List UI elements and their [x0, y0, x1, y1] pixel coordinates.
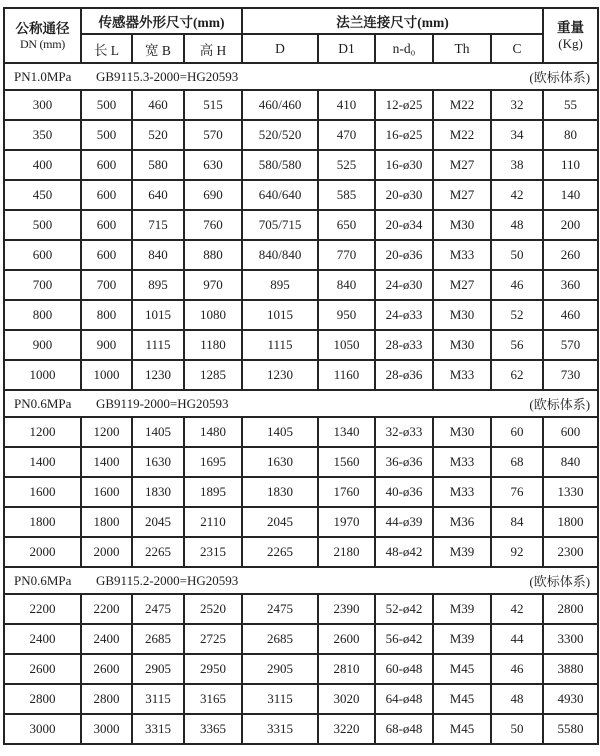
table-cell: 2315 — [184, 537, 242, 567]
table-cell: 800 — [81, 300, 132, 330]
table-cell: 1830 — [242, 477, 318, 507]
table-cell: M33 — [433, 360, 491, 390]
table-cell: 50 — [491, 240, 543, 270]
table-cell: M22 — [433, 120, 491, 150]
table-cell: 1080 — [184, 300, 242, 330]
header-d: D — [242, 34, 318, 63]
table-cell: 1895 — [184, 477, 242, 507]
section-header-cell — [4, 390, 598, 417]
table-cell: M39 — [433, 594, 491, 624]
table-cell: 110 — [543, 150, 598, 180]
table-cell: 2000 — [81, 537, 132, 567]
section-note-label: (欧标体系) — [529, 397, 591, 412]
table-cell: 1405 — [132, 417, 184, 447]
table-cell: 1600 — [4, 477, 81, 507]
header-c: C — [491, 34, 543, 63]
flange-dimension-table — [3, 7, 599, 745]
table-cell: 28-ø36 — [375, 360, 433, 390]
table-cell: 2475 — [132, 594, 184, 624]
table-cell: 3000 — [81, 714, 132, 744]
header-length-l: 长 L — [81, 34, 132, 63]
table-cell: M30 — [433, 300, 491, 330]
table-cell: 42 — [491, 180, 543, 210]
table-row — [4, 477, 598, 507]
section-standard-label: GB9115.2-2000=HG20593 — [96, 572, 239, 588]
table-cell: 1400 — [81, 447, 132, 477]
table-cell: 32 — [491, 90, 543, 120]
table-cell: 840 — [318, 270, 375, 300]
table-cell: 1000 — [81, 360, 132, 390]
table-cell: 24-ø33 — [375, 300, 433, 330]
table-cell: 2800 — [4, 684, 81, 714]
table-cell: 2265 — [242, 537, 318, 567]
section-header-row — [4, 63, 598, 90]
table-cell: 64-ø48 — [375, 684, 433, 714]
table-cell: 840 — [543, 447, 598, 477]
table-cell: 36-ø36 — [375, 447, 433, 477]
header-nominal-diameter-cn: 公称通径 — [15, 20, 70, 36]
table-cell: 2600 — [81, 654, 132, 684]
table-cell: 68-ø48 — [375, 714, 433, 744]
table-cell: 3300 — [543, 624, 598, 654]
table-cell: 48 — [491, 684, 543, 714]
table-cell: 2520 — [184, 594, 242, 624]
table-cell: 2600 — [318, 624, 375, 654]
table-cell: 5580 — [543, 714, 598, 744]
table-cell: 48-ø42 — [375, 537, 433, 567]
table-cell: 1000 — [4, 360, 81, 390]
table-cell: 1050 — [318, 330, 375, 360]
table-cell: 650 — [318, 210, 375, 240]
table-cell: 1800 — [4, 507, 81, 537]
table-cell: 2800 — [81, 684, 132, 714]
table-cell: 28-ø33 — [375, 330, 433, 360]
table-cell: 1970 — [318, 507, 375, 537]
table-cell: 2400 — [81, 624, 132, 654]
table-cell: 1015 — [132, 300, 184, 330]
table-cell: 500 — [81, 90, 132, 120]
table-cell: 16-ø25 — [375, 120, 433, 150]
table-cell: M39 — [433, 624, 491, 654]
table-cell: 20-ø30 — [375, 180, 433, 210]
table-cell: 580 — [132, 150, 184, 180]
table-cell: 640 — [132, 180, 184, 210]
table-cell: 1230 — [132, 360, 184, 390]
table-cell: 1830 — [132, 477, 184, 507]
table-cell: 2685 — [242, 624, 318, 654]
table-cell: 2905 — [132, 654, 184, 684]
table-cell: 460 — [132, 90, 184, 120]
section-note-label: (欧标体系) — [529, 574, 591, 589]
table-cell: 2810 — [318, 654, 375, 684]
table-cell: 3020 — [318, 684, 375, 714]
table-cell: 80 — [543, 120, 598, 150]
table-cell: M39 — [433, 537, 491, 567]
table-row — [4, 417, 598, 447]
table-cell: 140 — [543, 180, 598, 210]
table-cell: 2725 — [184, 624, 242, 654]
table-cell: 3165 — [184, 684, 242, 714]
table-cell: 1330 — [543, 477, 598, 507]
table-cell: 1560 — [318, 447, 375, 477]
table-cell: M45 — [433, 684, 491, 714]
table-cell: 690 — [184, 180, 242, 210]
table-cell: 52-ø42 — [375, 594, 433, 624]
table-cell: 68 — [491, 447, 543, 477]
table-cell: M30 — [433, 330, 491, 360]
table-cell: 900 — [81, 330, 132, 360]
table-cell: 300 — [4, 90, 81, 120]
table-row — [4, 507, 598, 537]
table-cell: 1405 — [242, 417, 318, 447]
section-standard-label: GB9115.3-2000=HG20593 — [96, 68, 239, 84]
table-cell: 2950 — [184, 654, 242, 684]
table-cell: 1160 — [318, 360, 375, 390]
table-cell: 970 — [184, 270, 242, 300]
table-row — [4, 270, 598, 300]
table-cell: M30 — [433, 417, 491, 447]
table-cell: 900 — [4, 330, 81, 360]
table-cell: 32-ø33 — [375, 417, 433, 447]
header-d1: D1 — [318, 34, 375, 63]
table-cell: M45 — [433, 714, 491, 744]
table-row — [4, 594, 598, 624]
table-cell: 1115 — [242, 330, 318, 360]
table-cell: 3315 — [132, 714, 184, 744]
table-cell: 24-ø30 — [375, 270, 433, 300]
table-row — [4, 90, 598, 120]
section-header-cell — [4, 567, 598, 594]
table-cell: 62 — [491, 360, 543, 390]
table-cell: M22 — [433, 90, 491, 120]
section-standard-label: GB9119-2000=HG20593 — [96, 395, 229, 411]
section-note-label: (欧标体系) — [529, 70, 591, 85]
table-cell: 3115 — [242, 684, 318, 714]
table-row — [4, 150, 598, 180]
table-cell: 38 — [491, 150, 543, 180]
table-cell: 460/460 — [242, 90, 318, 120]
table-cell: M27 — [433, 180, 491, 210]
table-cell: 570 — [184, 120, 242, 150]
table-cell: 50 — [491, 714, 543, 744]
table-cell: 840 — [132, 240, 184, 270]
header-sensor-dimensions-group: 传感器外形尺寸(mm) — [81, 8, 242, 34]
table-cell: 1480 — [184, 417, 242, 447]
table-cell: 770 — [318, 240, 375, 270]
header-n-d0: n-d₀ — [375, 34, 433, 63]
table-cell: 56-ø42 — [375, 624, 433, 654]
table-row — [4, 537, 598, 567]
table-cell: 600 — [81, 210, 132, 240]
table-cell: 700 — [4, 270, 81, 300]
table-cell: 200 — [543, 210, 598, 240]
table-row — [4, 447, 598, 477]
table-row — [4, 360, 598, 390]
table-cell: M45 — [433, 654, 491, 684]
table-cell: 895 — [132, 270, 184, 300]
table-cell: 1230 — [242, 360, 318, 390]
table-cell: 2045 — [242, 507, 318, 537]
table-cell: 880 — [184, 240, 242, 270]
table-cell: 630 — [184, 150, 242, 180]
table-cell: 2475 — [242, 594, 318, 624]
table-cell: 3220 — [318, 714, 375, 744]
table-cell: 520 — [132, 120, 184, 150]
table-cell: 840/840 — [242, 240, 318, 270]
table-cell: 460 — [543, 300, 598, 330]
table-cell: 800 — [4, 300, 81, 330]
table-row — [4, 240, 598, 270]
table-cell: 1800 — [543, 507, 598, 537]
table-row — [4, 210, 598, 240]
table-cell: 56 — [491, 330, 543, 360]
table-cell: 1340 — [318, 417, 375, 447]
table-cell: 450 — [4, 180, 81, 210]
table-cell: 700 — [81, 270, 132, 300]
table-cell: 600 — [4, 240, 81, 270]
table-cell: 705/715 — [242, 210, 318, 240]
table-cell: 12-ø25 — [375, 90, 433, 120]
table-cell: 3315 — [242, 714, 318, 744]
table-cell: 2265 — [132, 537, 184, 567]
table-cell: 950 — [318, 300, 375, 330]
table-cell: 400 — [4, 150, 81, 180]
table-cell: 600 — [81, 180, 132, 210]
header-width-b: 宽 B — [132, 34, 184, 63]
table-cell: 1400 — [4, 447, 81, 477]
table-cell: 600 — [81, 150, 132, 180]
table-cell: 84 — [491, 507, 543, 537]
table-cell: 1285 — [184, 360, 242, 390]
table-cell: 1180 — [184, 330, 242, 360]
table-cell: 2180 — [318, 537, 375, 567]
table-cell: 1630 — [132, 447, 184, 477]
header-flange-connection-group: 法兰连接尺寸(mm) — [242, 8, 543, 34]
table-cell: M33 — [433, 240, 491, 270]
table-cell: 585 — [318, 180, 375, 210]
table-cell: 16-ø30 — [375, 150, 433, 180]
table-row — [4, 624, 598, 654]
table-cell: 3000 — [4, 714, 81, 744]
table-cell: 600 — [543, 417, 598, 447]
table-cell: 76 — [491, 477, 543, 507]
table-row — [4, 714, 598, 744]
table-cell: 640/640 — [242, 180, 318, 210]
table-cell: 1695 — [184, 447, 242, 477]
table-cell: 470 — [318, 120, 375, 150]
section-header-row — [4, 567, 598, 594]
table-cell: 2000 — [4, 537, 81, 567]
table-cell: 520/520 — [242, 120, 318, 150]
section-pressure-label: PN0.6MPa — [14, 395, 72, 411]
table-cell: 20-ø34 — [375, 210, 433, 240]
table-cell: 500 — [4, 210, 81, 240]
table-cell: 1015 — [242, 300, 318, 330]
header-weight-unit: (Kg) — [558, 36, 583, 51]
table-cell: 60-ø48 — [375, 654, 433, 684]
table-cell: 760 — [184, 210, 242, 240]
table-cell: M33 — [433, 447, 491, 477]
table-cell: 570 — [543, 330, 598, 360]
table-cell: 500 — [81, 120, 132, 150]
table-cell: M30 — [433, 210, 491, 240]
table-cell: 46 — [491, 654, 543, 684]
table-cell: 1600 — [81, 477, 132, 507]
table-cell: 2600 — [4, 654, 81, 684]
table-cell: 2200 — [81, 594, 132, 624]
section-header-row — [4, 390, 598, 417]
table-cell: 46 — [491, 270, 543, 300]
table-cell: 1630 — [242, 447, 318, 477]
section-pressure-label: PN0.6MPa — [14, 572, 72, 588]
section-header-cell — [4, 63, 598, 90]
header-weight-cn: 重量 — [557, 20, 585, 35]
table-cell: 2110 — [184, 507, 242, 537]
table-cell: 92 — [491, 537, 543, 567]
table-cell: 42 — [491, 594, 543, 624]
table-cell: 2200 — [4, 594, 81, 624]
table-cell: 600 — [81, 240, 132, 270]
table-cell: 1800 — [81, 507, 132, 537]
table-row — [4, 330, 598, 360]
table-cell: M33 — [433, 477, 491, 507]
table-cell: M36 — [433, 507, 491, 537]
table-cell: 20-ø36 — [375, 240, 433, 270]
table-cell: 2300 — [543, 537, 598, 567]
table-cell: 1115 — [132, 330, 184, 360]
header-th: Th — [433, 34, 491, 63]
table-cell: 525 — [318, 150, 375, 180]
table-cell: 3115 — [132, 684, 184, 714]
table-cell: 60 — [491, 417, 543, 447]
table-cell: 260 — [543, 240, 598, 270]
header-nominal-diameter-unit: DN (mm) — [20, 36, 65, 51]
table-row — [4, 300, 598, 330]
table-cell: 3365 — [184, 714, 242, 744]
table-cell: 1200 — [81, 417, 132, 447]
table-cell: 580/580 — [242, 150, 318, 180]
table-row — [4, 654, 598, 684]
table-cell: 1760 — [318, 477, 375, 507]
header-height-h: 高 H — [184, 34, 242, 63]
table-cell: 34 — [491, 120, 543, 150]
table-cell: 4930 — [543, 684, 598, 714]
table-cell: 410 — [318, 90, 375, 120]
table-cell: M27 — [433, 150, 491, 180]
table-cell: 44 — [491, 624, 543, 654]
table-cell: 3880 — [543, 654, 598, 684]
table-row — [4, 684, 598, 714]
table-cell: 730 — [543, 360, 598, 390]
table-row — [4, 120, 598, 150]
table-cell: 515 — [184, 90, 242, 120]
table-cell: 52 — [491, 300, 543, 330]
table-body — [4, 63, 598, 744]
table-cell: 360 — [543, 270, 598, 300]
table-cell: 40-ø36 — [375, 477, 433, 507]
table-cell: 350 — [4, 120, 81, 150]
table-cell: M27 — [433, 270, 491, 300]
table-cell: 2800 — [543, 594, 598, 624]
table-row — [4, 180, 598, 210]
header-weight — [543, 8, 598, 63]
header-nominal-diameter — [4, 8, 81, 63]
table-cell: 2390 — [318, 594, 375, 624]
table-cell: 48 — [491, 210, 543, 240]
section-pressure-label: PN1.0MPa — [14, 68, 72, 84]
table-cell: 2685 — [132, 624, 184, 654]
table-cell: 2400 — [4, 624, 81, 654]
table-cell: 895 — [242, 270, 318, 300]
table-cell: 1200 — [4, 417, 81, 447]
table-cell: 2045 — [132, 507, 184, 537]
table-cell: 44-ø39 — [375, 507, 433, 537]
table-cell: 715 — [132, 210, 184, 240]
table-cell: 2905 — [242, 654, 318, 684]
table-cell: 55 — [543, 90, 598, 120]
